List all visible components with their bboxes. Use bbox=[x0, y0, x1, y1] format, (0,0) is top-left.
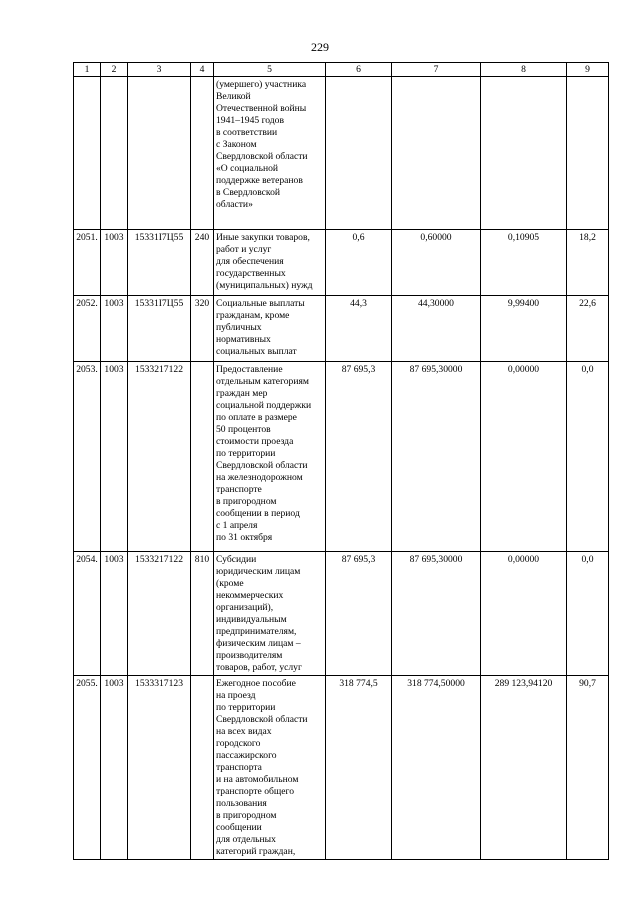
expense-type-cell: 810 bbox=[191, 552, 214, 676]
amount-cell: 87 695,3 bbox=[326, 552, 392, 676]
header-cell: 6 bbox=[326, 63, 392, 77]
target-article-cell: 1533317123 bbox=[128, 676, 191, 860]
amount-cell: 0,6 bbox=[326, 230, 392, 296]
amount-cell: 9,99400 bbox=[481, 296, 567, 362]
table-row bbox=[74, 230, 609, 296]
amount-cell: 87 695,30000 bbox=[392, 552, 481, 676]
target-article-cell: 1533217122 bbox=[128, 552, 191, 676]
amount-cell bbox=[326, 77, 392, 230]
page-number: 229 bbox=[311, 40, 329, 54]
amount-cell: 0,10905 bbox=[481, 230, 567, 296]
row-number-cell: 2055. bbox=[74, 676, 101, 860]
section-code-cell: 1003 bbox=[101, 676, 128, 860]
table-row bbox=[74, 676, 609, 860]
percent-cell: 90,7 bbox=[567, 676, 609, 860]
section-code-cell: 1003 bbox=[101, 362, 128, 552]
table-row bbox=[74, 296, 609, 362]
expense-type-cell: 240 bbox=[191, 230, 214, 296]
section-code-cell bbox=[101, 77, 128, 230]
expense-type-cell bbox=[191, 676, 214, 860]
expense-type-cell bbox=[191, 362, 214, 552]
percent-cell: 0,0 bbox=[567, 362, 609, 552]
table-row bbox=[74, 362, 609, 552]
section-code-cell: 1003 bbox=[101, 296, 128, 362]
percent-cell: 22,6 bbox=[567, 296, 609, 362]
row-number-cell: 2053. bbox=[74, 362, 101, 552]
percent-cell: 0,0 bbox=[567, 552, 609, 676]
description-cell: (умершего) участника Великой Отечественной войны 1941–1945 годов в соответствии с Законом Свердловской области «О социальной поддержке ветеранов в Свердловской области» bbox=[214, 77, 326, 230]
amount-cell: 318 774,50000 bbox=[392, 676, 481, 860]
description-cell: Ежегодное пособие на проезд по территории Свердловской области на всех видах городского пассажирского транспорта и на автомобильном транспорте общего пользования в пригородном сообщении для отдельных категорий граждан, bbox=[214, 676, 326, 860]
target-article-cell: 15331I7Ц55 bbox=[128, 296, 191, 362]
table-row bbox=[74, 552, 609, 676]
amount-cell: 87 695,30000 bbox=[392, 362, 481, 552]
section-code-cell: 1003 bbox=[101, 552, 128, 676]
description-cell: Предоставление отдельным категориям граждан мер социальной поддержки по оплате в размере 50 процентов стоимости проезда по территории Свердловской области на железнодорожном транспорте в пригородном сообщении в период с 1 апреля по 31 октября bbox=[214, 362, 326, 552]
header-cell: 8 bbox=[481, 63, 567, 77]
section-code-cell: 1003 bbox=[101, 230, 128, 296]
percent-cell bbox=[567, 77, 609, 230]
amount-cell bbox=[392, 77, 481, 230]
target-article-cell bbox=[128, 77, 191, 230]
target-article-cell: 1533217122 bbox=[128, 362, 191, 552]
description-cell: Социальные выплаты гражданам, кроме публичных нормативных социальных выплат bbox=[214, 296, 326, 362]
row-number-cell: 2054. bbox=[74, 552, 101, 676]
amount-cell: 289 123,94120 bbox=[481, 676, 567, 860]
header-cell: 1 bbox=[74, 63, 101, 77]
amount-cell: 0,00000 bbox=[481, 362, 567, 552]
header-cell: 5 bbox=[214, 63, 326, 77]
amount-cell: 44,3 bbox=[326, 296, 392, 362]
table-header-row bbox=[74, 63, 609, 77]
amount-cell: 0,60000 bbox=[392, 230, 481, 296]
header-cell: 7 bbox=[392, 63, 481, 77]
header-cell: 2 bbox=[101, 63, 128, 77]
row-number-cell: 2052. bbox=[74, 296, 101, 362]
header-cell: 9 bbox=[567, 63, 609, 77]
amount-cell: 0,00000 bbox=[481, 552, 567, 676]
amount-cell: 318 774,5 bbox=[326, 676, 392, 860]
amount-cell bbox=[481, 77, 567, 230]
expense-type-cell bbox=[191, 77, 214, 230]
amount-cell: 87 695,3 bbox=[326, 362, 392, 552]
description-cell: Субсидии юридическим лицам (кроме некоммерческих организаций), индивидуальным предпринимателям, физическим лицам – производителям товаров, работ, услуг bbox=[214, 552, 326, 676]
budget-table bbox=[73, 62, 609, 860]
expense-type-cell: 320 bbox=[191, 296, 214, 362]
header-cell: 3 bbox=[128, 63, 191, 77]
header-cell: 4 bbox=[191, 63, 214, 77]
table-row bbox=[74, 77, 609, 230]
target-article-cell: 15331I7Ц55 bbox=[128, 230, 191, 296]
amount-cell: 44,30000 bbox=[392, 296, 481, 362]
description-cell: Иные закупки товаров, работ и услуг для обеспечения государственных (муниципальных) нужд bbox=[214, 230, 326, 296]
percent-cell: 18,2 bbox=[567, 230, 609, 296]
row-number-cell bbox=[74, 77, 101, 230]
row-number-cell: 2051. bbox=[74, 230, 101, 296]
